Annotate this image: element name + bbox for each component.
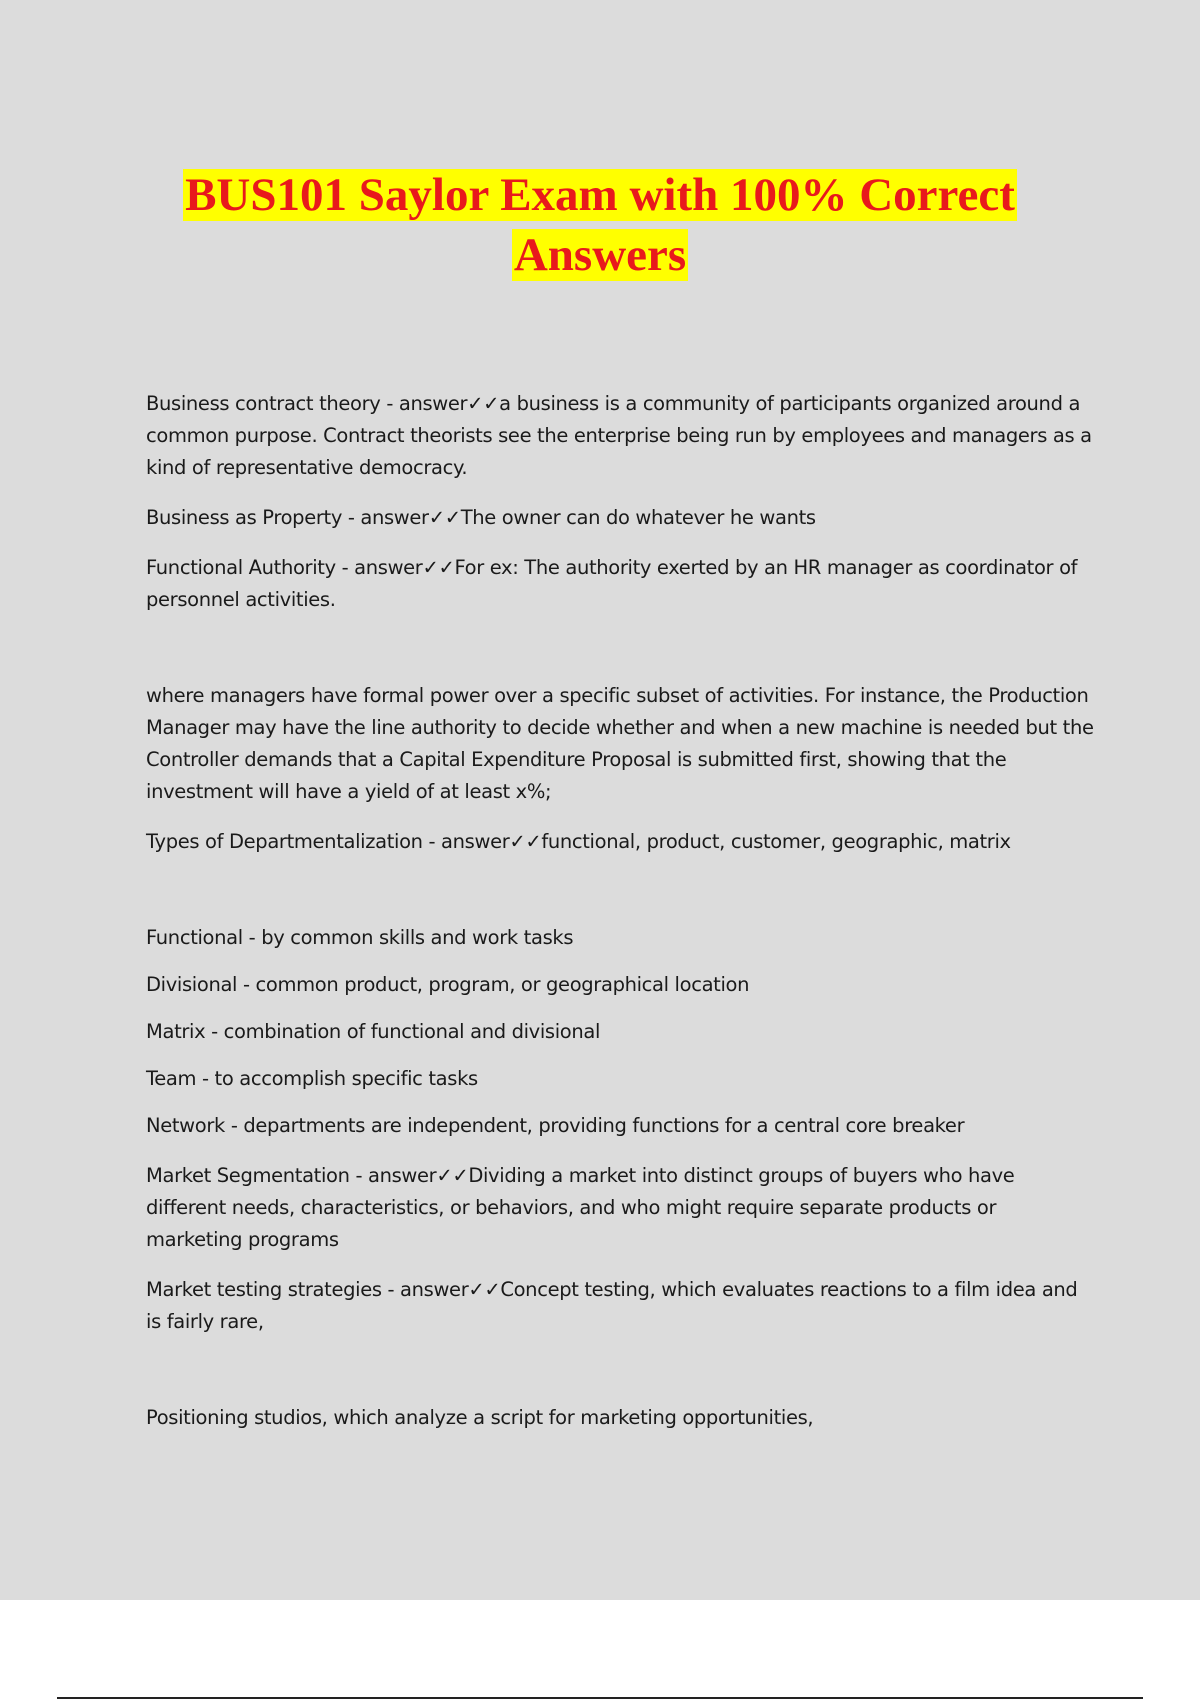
paragraph-business-contract-theory: Business contract theory - answer✓✓a business is a community of participants organized around a common purpose. Contract theorists see the enterprise being run by employees and managers as a kind of representative democracy. — [146, 392, 1092, 479]
paragraph-functional-authority: Functional Authority - answer✓✓For ex: The authority exerted by an HR manager as coordinator of personnel activities. — [146, 556, 1078, 611]
document-body — [146, 388, 1096, 1434]
title-line-1: BUS101 Saylor Exam with 100% Correct — [185, 169, 1015, 221]
paragraph-business-as-property: Business as Property - answer✓✓The owner can do whatever he wants — [146, 506, 816, 529]
footer-divider — [57, 1697, 1143, 1699]
paragraph-market-testing-strategies: Market testing strategies - answer✓✓Concept testing, which evaluates reactions to a film idea and is fairly rare, — [146, 1278, 1078, 1333]
title-line-2: Answers — [513, 229, 687, 281]
paragraph-matrix: Matrix - combination of functional and divisional — [146, 1020, 601, 1043]
paragraph-team: Team - to accomplish specific tasks — [146, 1067, 478, 1090]
paragraph-formal-power: where managers have formal power over a specific subset of activities. For instance, the Production Manager may have the line authority to decide whether and when a new machine is needed but the Controller demands that a Capital Expenditure Proposal is submitted first, showing that the investment will have a yield of at least x%; — [146, 684, 1094, 803]
paragraph-network: Network - departments are independent, providing functions for a central core breaker — [146, 1114, 965, 1137]
paragraph-positioning-studios: Positioning studios, which analyze a script for marketing opportunities, — [146, 1406, 814, 1429]
paragraph-market-segmentation: Market Segmentation - answer✓✓Dividing a market into distinct groups of buyers who have different needs, characteristics, or behaviors, and who might require separate products or marketing programs — [146, 1164, 1015, 1251]
paragraph-types-of-departmentalization: Types of Departmentalization - answer✓✓functional, product, customer, geographic, matrix — [146, 830, 1011, 853]
paragraph-functional: Functional - by common skills and work tasks — [146, 926, 574, 949]
document-title — [0, 165, 1200, 285]
paragraph-divisional: Divisional - common product, program, or geographical location — [146, 973, 750, 996]
